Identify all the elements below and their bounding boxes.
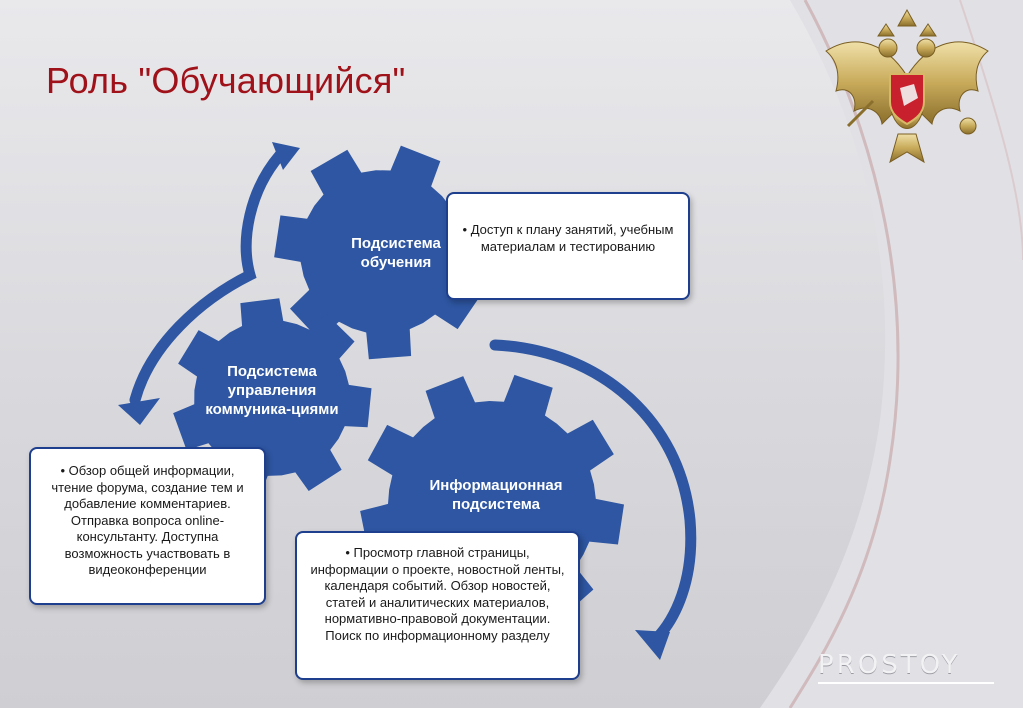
gear-label-communication: Подсистема управления коммуника-циями — [205, 363, 339, 418]
infobox-communication: • Обзор общей информации, чтение форума, создание тем и добавление комментариев. Отправка вопроса online-консультанту. Доступна возможность участвовать в видеоконференции — [29, 447, 266, 605]
gear-label-information: Информационная подсистема — [429, 477, 563, 513]
cycle-arrow-left-head — [118, 398, 160, 425]
infobox-information: • Просмотр главной страницы, информации о проекте, новостной ленты, календаря событий. Обзор новостей, статей и аналитических материалов, нормативно-правовой документации. Поиск по информационному разделу — [295, 531, 580, 680]
logo-underline — [818, 682, 994, 684]
cycle-arrow-right-head — [635, 630, 670, 660]
infobox-learning: • Доступ к плану занятий, учебным материалам и тестированию — [446, 192, 690, 300]
gear-label-learning: Подсистема обучения — [351, 235, 441, 271]
slide-title: Роль "Обучающийся" — [46, 60, 406, 101]
prostoy-logo: PROSTOY — [818, 650, 961, 680]
